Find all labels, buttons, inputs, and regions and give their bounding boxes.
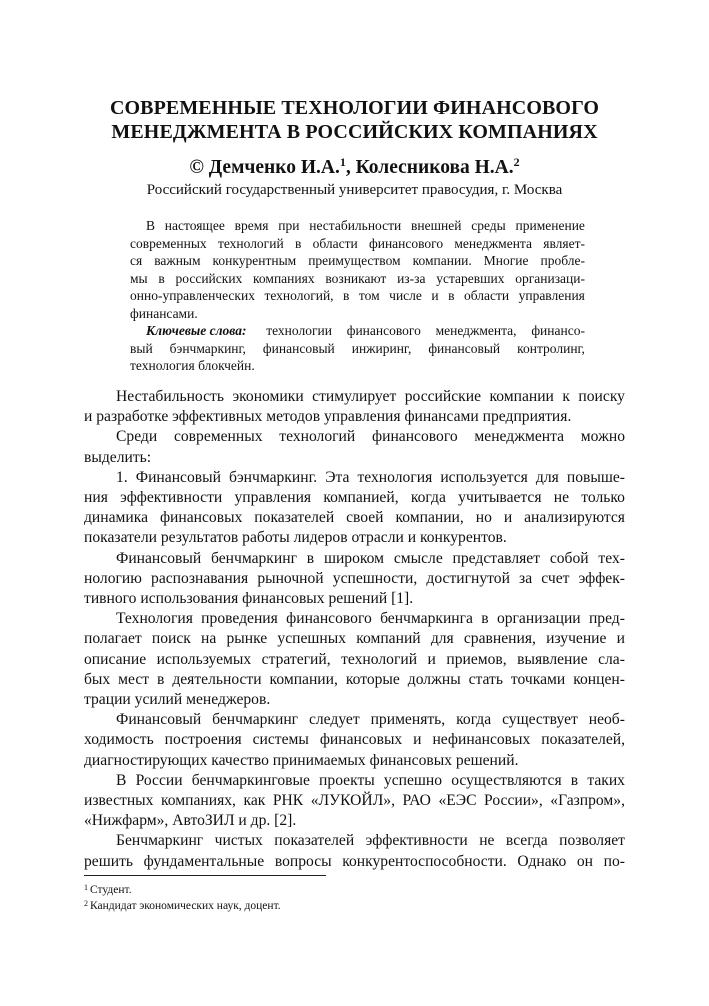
word: ния	[84, 489, 108, 507]
word: описание	[84, 650, 147, 668]
title-line-1: СОВРЕМЕННЫЕ ТЕХНОЛОГИИ ФИНАНСОВОГО	[109, 97, 600, 119]
word: важным	[154, 253, 201, 268]
word: «ЕЭС	[438, 792, 477, 810]
word: технологий,	[264, 288, 334, 303]
body-line	[84, 852, 625, 872]
word: всегда	[505, 832, 548, 850]
word: Технология	[116, 610, 193, 628]
word: время	[234, 218, 269, 233]
body-line	[84, 488, 625, 508]
word: являет-	[543, 235, 585, 251]
word: счет	[541, 569, 570, 587]
word: российские	[404, 388, 481, 405]
word: рынке	[226, 630, 268, 648]
word: РАО	[402, 792, 431, 810]
footnote-2-text: Кандидат экономических наук, доцент.	[90, 900, 281, 912]
word: Финансовый	[116, 711, 202, 729]
word: технологий	[279, 428, 356, 446]
abstract-line	[130, 252, 585, 270]
word: ходимость	[84, 731, 154, 749]
word: можно	[580, 428, 625, 446]
word: финансового	[372, 428, 458, 446]
body-line	[84, 791, 625, 811]
word: и	[616, 630, 625, 648]
word: бэнчмаркинг.	[229, 468, 318, 486]
body-line	[84, 549, 625, 569]
word: преимуществом	[308, 253, 401, 268]
word: проведения	[201, 610, 278, 628]
word: учитывается	[458, 489, 542, 507]
body-line	[84, 629, 625, 649]
footnote-2	[84, 898, 281, 914]
word: В	[116, 771, 127, 789]
word: тех-	[598, 549, 625, 567]
word: по-	[603, 852, 625, 870]
author-separator: ,	[345, 157, 356, 178]
word: финансового	[368, 235, 444, 251]
word: не	[479, 832, 495, 850]
word: применять,	[370, 711, 446, 729]
word: к	[562, 388, 570, 405]
word: в	[481, 610, 489, 628]
word: когда	[456, 711, 492, 729]
body-line	[84, 569, 625, 589]
word: управления	[234, 489, 312, 507]
author-1: Демченко И.А.	[208, 157, 340, 178]
word: только	[581, 489, 625, 507]
word: области	[463, 288, 510, 303]
word: финансо-	[531, 323, 585, 338]
word: вый	[130, 340, 153, 356]
word: пробле-	[540, 253, 585, 268]
word: стратегий,	[261, 650, 331, 668]
body-line	[84, 771, 625, 791]
word: менеджмента	[474, 428, 565, 446]
word: компании	[489, 388, 554, 405]
word: организаци-	[515, 270, 585, 286]
word: компаний	[356, 630, 421, 648]
word: показателей	[254, 509, 335, 527]
word: построения	[164, 731, 242, 749]
word: анализируются	[524, 509, 625, 527]
word: компаниях,	[160, 792, 236, 810]
word: менеджмента,	[435, 323, 517, 338]
keywords-line: технология блокчейн.	[130, 358, 255, 373]
body-line: и разработке эффективных методов управления финансами предприятия.	[84, 408, 572, 426]
word: когда	[410, 489, 446, 507]
word: он	[576, 852, 594, 870]
keywords-line	[130, 340, 585, 358]
word: инжиринг,	[351, 340, 412, 356]
body-line: диагностирующих качество принимаемых финансовых решений.	[84, 751, 519, 769]
body-line	[84, 710, 625, 730]
word: осуществляются	[451, 771, 562, 789]
word: в	[158, 270, 165, 286]
word: в	[343, 288, 350, 303]
word: Финансовый	[135, 468, 221, 486]
word: как	[243, 792, 266, 810]
word: В	[146, 218, 156, 233]
author-1-footnote-mark: 1	[339, 155, 346, 169]
word: компанией,	[323, 489, 399, 507]
body-line: тивного использования финансовых решений [1].	[84, 590, 414, 608]
word: российских	[175, 270, 243, 286]
word: не	[553, 489, 570, 507]
body-line: трации усилий менеджеров.	[84, 691, 271, 709]
abstract-line	[130, 270, 585, 288]
word: в	[570, 771, 579, 789]
word: следует	[308, 711, 360, 729]
word: собой	[549, 549, 589, 567]
word: конкурентным	[212, 253, 297, 268]
word: финансовых	[319, 731, 403, 749]
word: финансовых	[159, 509, 243, 527]
word: эффективности	[120, 489, 223, 507]
word: финансового	[346, 323, 421, 338]
word: России	[135, 771, 183, 789]
copyright-sign: ©	[189, 157, 204, 178]
word: применение	[515, 218, 585, 233]
body-line	[84, 831, 625, 851]
keywords-line	[130, 322, 585, 340]
body-line	[84, 609, 625, 629]
word: мест	[118, 670, 150, 688]
word: распознавания	[151, 569, 249, 587]
word: Среди	[116, 428, 158, 446]
word: должны	[407, 670, 461, 688]
abstract-line	[130, 287, 585, 305]
word: экономики	[232, 388, 304, 405]
word: проекты	[319, 771, 375, 789]
word: контролинг,	[517, 340, 585, 356]
word: успешно	[383, 771, 443, 789]
body-line	[84, 387, 625, 407]
body-line	[84, 508, 625, 528]
word: смысле	[393, 549, 443, 567]
word: в	[306, 549, 315, 567]
word: управления	[518, 288, 585, 303]
word: Однако	[517, 852, 567, 870]
keywords-label: Ключевые слова:	[146, 323, 247, 338]
word: успешных	[277, 630, 347, 648]
word: России»,	[484, 792, 543, 810]
word: позволяет	[559, 832, 625, 850]
word: организации	[496, 610, 581, 628]
word: и	[431, 288, 439, 303]
word: том	[358, 288, 380, 303]
word: современных	[130, 235, 207, 251]
word: технологии	[266, 323, 332, 338]
word: Бенчмаркинг	[116, 832, 204, 850]
word: при	[278, 218, 300, 233]
word: технология	[357, 468, 433, 486]
word: РНК	[272, 792, 304, 810]
word: бенчмаркинг	[212, 711, 299, 729]
footnote-1-mark: 1	[84, 883, 88, 892]
word: вопросы	[274, 852, 332, 870]
word: деятельности	[172, 670, 262, 688]
word: повыше-	[566, 468, 625, 486]
word: бых	[84, 670, 111, 688]
word: пред-	[588, 610, 625, 628]
body-line: «Нижфарм», АвтоЗИЛ и др. [2].	[84, 812, 297, 830]
word: точками	[510, 670, 566, 688]
word: настоящее	[164, 218, 225, 233]
word: эффек-	[578, 569, 625, 587]
word: современных	[173, 428, 263, 446]
word: за	[519, 569, 533, 587]
body-line	[84, 468, 625, 488]
word: используемых	[156, 650, 252, 668]
body-line: выделить:	[84, 448, 152, 466]
footnote-1	[84, 882, 281, 898]
word: компании,	[269, 670, 338, 688]
word: возникают	[325, 270, 387, 286]
word: нологию	[84, 569, 142, 587]
affiliation: Российский государственный университет правосудия, г. Москва	[146, 182, 563, 198]
word: онно-управленческих	[130, 288, 255, 303]
word: концен-	[573, 670, 625, 688]
word: чистых	[214, 832, 263, 850]
word: и	[503, 509, 513, 527]
word: выявление	[517, 650, 588, 668]
body-line: показатели результатов работы лидеров отрасли и конкурентов.	[84, 529, 507, 547]
word: нефинансовых	[432, 731, 531, 749]
word: решить	[84, 852, 133, 870]
body-line	[84, 650, 625, 670]
word: Финансовый	[116, 549, 202, 567]
word: поиску	[578, 388, 625, 405]
word: компании,	[395, 509, 464, 527]
word: таких	[587, 771, 625, 789]
word: системы	[252, 731, 309, 749]
word: приемов,	[446, 650, 507, 668]
word: стать	[468, 670, 503, 688]
word: 1.	[116, 468, 128, 486]
word: используется	[440, 468, 528, 486]
body-line	[84, 730, 625, 750]
word: для	[535, 468, 559, 486]
word: полагает	[84, 630, 142, 648]
word: финансового	[286, 610, 372, 628]
word: бенчмаркинг	[210, 549, 297, 567]
word: менеджмента	[454, 235, 532, 251]
word: но	[475, 509, 492, 527]
word: ся	[130, 253, 143, 268]
word: устаревших	[436, 270, 505, 286]
word: финансовый	[262, 340, 335, 356]
body-line	[84, 670, 625, 690]
word: в	[157, 670, 165, 688]
article-title	[0, 96, 709, 144]
word: технологий	[341, 650, 418, 668]
word: мы	[130, 270, 148, 286]
word: сравнения,	[463, 630, 536, 648]
word: и	[427, 650, 436, 668]
footnote-2-mark: 2	[84, 899, 88, 908]
word: «Газпром»,	[550, 792, 625, 810]
word: бэнчмаркинг,	[169, 340, 246, 356]
word: рыночной	[257, 569, 324, 587]
word: Нестабильность	[116, 388, 224, 405]
word: бенчмаркинговые	[191, 771, 310, 789]
word: необ-	[588, 711, 625, 729]
word: компаниях	[253, 270, 315, 286]
word: показателей,	[541, 731, 625, 749]
authors	[0, 156, 709, 180]
word: технологий	[217, 235, 284, 251]
word: конкурентоспособности.	[342, 852, 507, 870]
word: нестабильности	[309, 218, 402, 233]
word: стимулирует	[312, 388, 397, 405]
word: «ЛУКОЙЛ»,	[310, 792, 395, 810]
word: для	[430, 630, 454, 648]
word: фундаментальные	[143, 852, 265, 870]
author-2-footnote-mark: 2	[513, 155, 520, 169]
word: достигнутой	[426, 569, 510, 587]
word: широком	[323, 549, 385, 567]
word: на	[201, 630, 217, 648]
title-line-2: МЕНЕДЖМЕНТА В РОССИЙСКИХ КОМПАНИЯХ	[111, 121, 598, 143]
word: поиск	[151, 630, 191, 648]
word: которые	[345, 670, 400, 688]
footnote-divider	[84, 875, 326, 876]
word: Многие	[483, 253, 529, 268]
word: в	[294, 235, 302, 251]
abstract-line	[130, 235, 585, 253]
word: эффективности	[365, 832, 468, 850]
author-2: Колесникова Н.А.	[355, 157, 514, 178]
footnotes	[84, 882, 281, 914]
word: и	[413, 731, 422, 749]
word: из-за	[397, 270, 426, 286]
abstract-line: финансами.	[130, 305, 198, 321]
word: успешности,	[332, 569, 418, 587]
footnote-1-text: Студент.	[90, 884, 132, 896]
body-line	[84, 427, 625, 447]
word: бенчмаркинга	[380, 610, 473, 628]
abstract	[130, 217, 585, 375]
word: внешней	[411, 218, 462, 233]
word: финансовый	[428, 340, 501, 356]
word: существует	[502, 711, 578, 729]
word: изучение	[546, 630, 607, 648]
word: показателей	[274, 832, 355, 850]
word: своей	[346, 509, 384, 527]
word: в	[448, 288, 455, 303]
word: известных	[84, 792, 154, 810]
word: динамика	[84, 509, 149, 527]
word: представляет	[452, 549, 541, 567]
abstract-line	[130, 217, 585, 235]
word: области	[312, 235, 358, 251]
word: Эта	[325, 468, 350, 486]
word: компании.	[412, 253, 472, 268]
word: числе	[389, 288, 422, 303]
body-text	[84, 387, 625, 872]
word: сла-	[598, 650, 625, 668]
word: среды	[471, 218, 506, 233]
